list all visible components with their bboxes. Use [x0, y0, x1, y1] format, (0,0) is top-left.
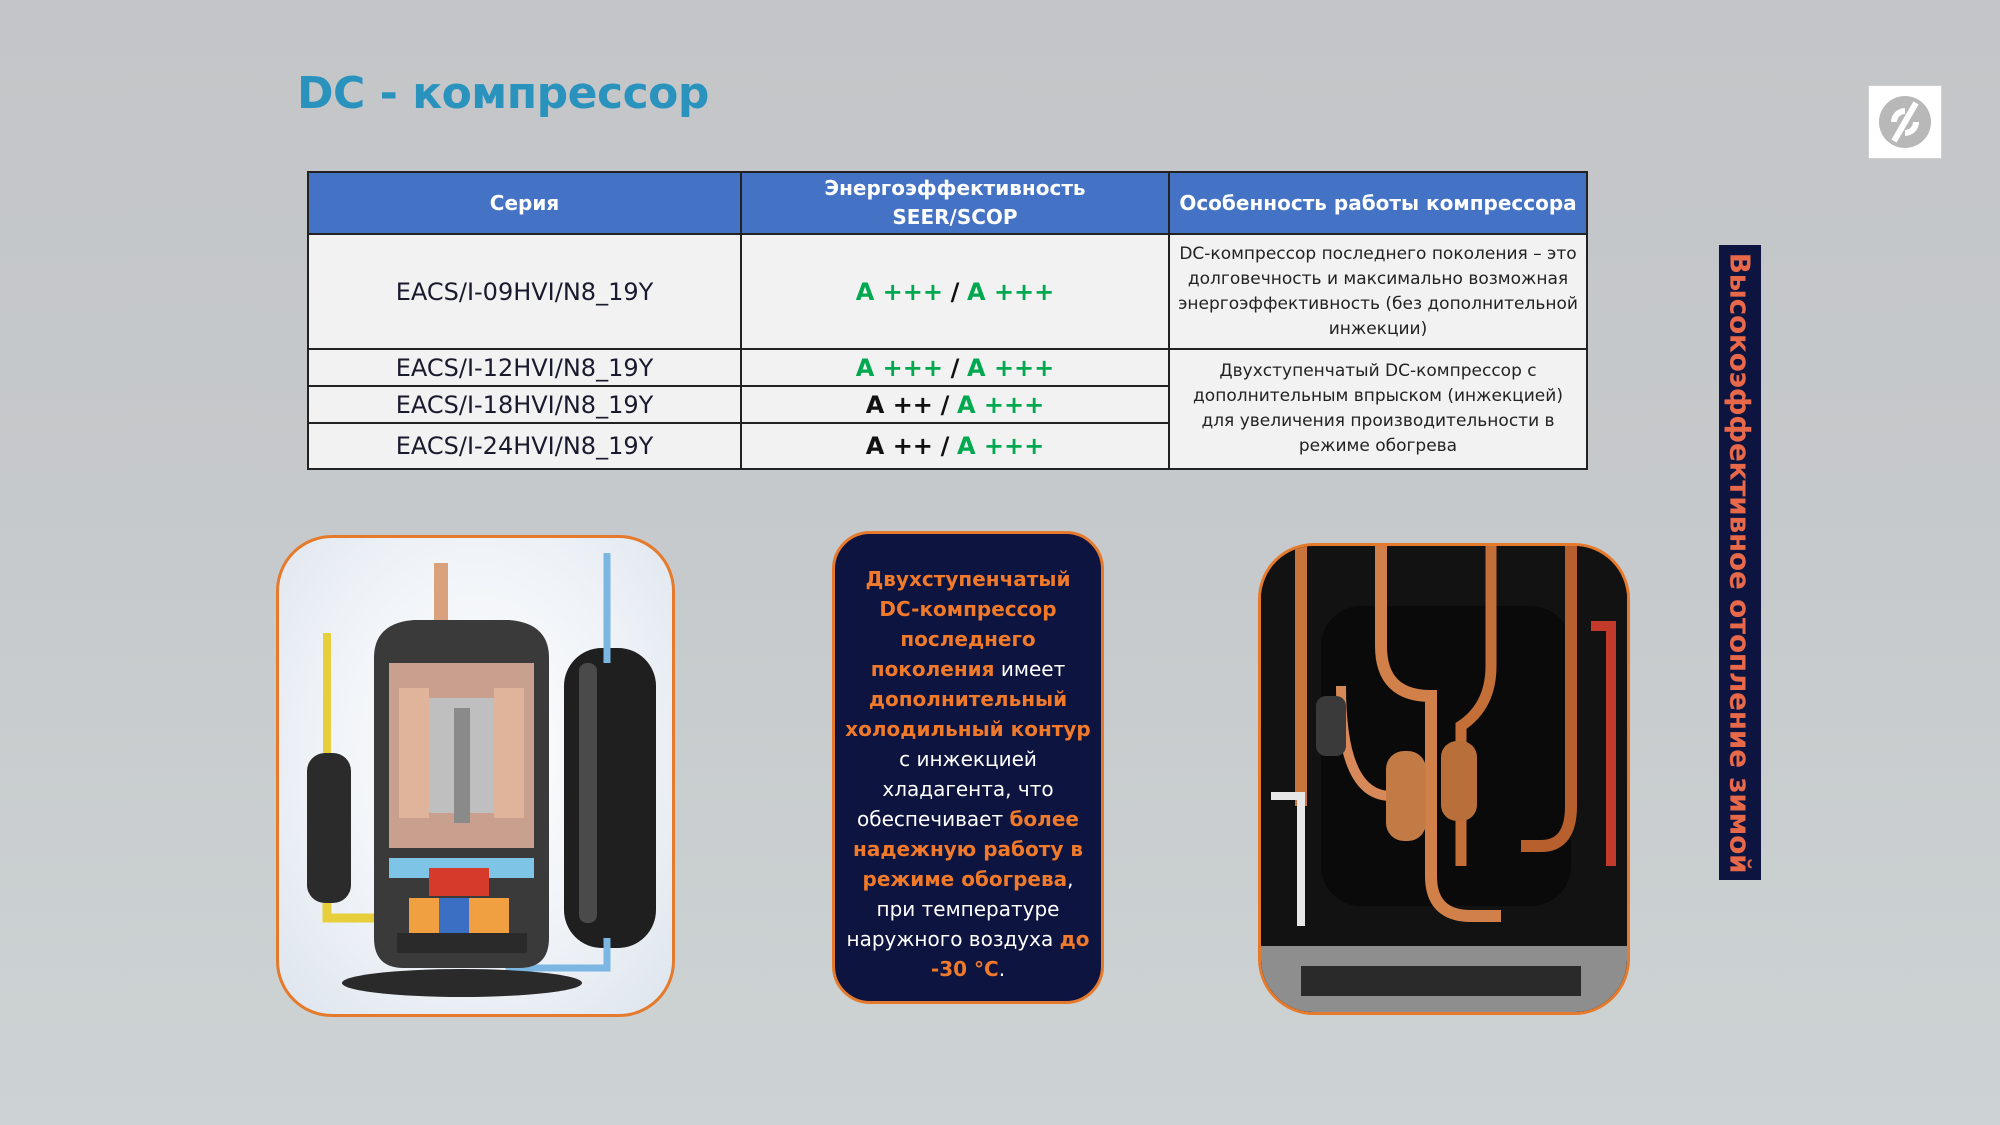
note-text: имеет: [1000, 657, 1066, 681]
separator: /: [940, 432, 950, 460]
scop-value: A +++: [967, 277, 1055, 306]
scop-value: A +++: [956, 432, 1045, 460]
note-text: с инжекцией хладагента, что обеспечивает: [857, 747, 1054, 831]
feature-cell: Двухступенчатый DC-компрессор с дополнительным впрыском (инжекцией) для увеличения производительности в режиме обогрева: [1169, 349, 1587, 469]
side-banner-text: Высокоэффективное отопление зимой: [1723, 252, 1757, 873]
header-series: Серия: [308, 172, 741, 234]
header-feature: Особенность работы компрессора: [1169, 172, 1587, 234]
efficiency-cell: [741, 234, 1169, 349]
seer-value: A +++: [855, 353, 943, 382]
table-header-row: [308, 172, 1587, 234]
seer-value: A +++: [855, 277, 943, 306]
note-text: .: [998, 957, 1006, 981]
efficiency-cell: [741, 423, 1169, 469]
electrolux-logo-icon: [1868, 85, 1942, 159]
efficiency-cell: [741, 386, 1169, 423]
separator: /: [950, 353, 960, 382]
efficiency-cell: [741, 349, 1169, 386]
header-efficiency: [741, 172, 1169, 234]
table-row: [308, 349, 1587, 386]
series-cell: EACS/I-18HVI/N8_19Y: [308, 386, 741, 423]
note-highlight: Двухступенчатый DC-компрессор последнего поколения: [865, 567, 1071, 681]
header-seer-scop: SEER/SCOP: [892, 205, 1018, 229]
header-efficiency-label: Энергоэффективность: [824, 176, 1086, 200]
feature-cell: DC-компрессор последнего поколения – это долговечность и максимально возможная энергоэффективность (без дополнительной инжекции): [1169, 234, 1587, 349]
note-text: , при температуре наружного воздуха: [846, 867, 1074, 951]
note-highlight: более надежную работу в режиме обогрева: [853, 807, 1083, 891]
note-highlight: дополнительный холодильный контур: [845, 687, 1091, 741]
compressor-cutaway-image: [276, 535, 675, 1017]
seer-value: A ++: [865, 432, 933, 460]
series-cell: EACS/I-12HVI/N8_19Y: [308, 349, 741, 386]
description-note: [832, 531, 1104, 1004]
seer-value: A ++: [865, 390, 933, 419]
series-cell: EACS/I-09HVI/N8_19Y: [308, 234, 741, 349]
series-cell: EACS/I-24HVI/N8_19Y: [308, 423, 741, 469]
table-row: [308, 234, 1587, 349]
scop-value: A +++: [967, 353, 1055, 382]
page-title: DC - компрессор: [297, 68, 709, 119]
side-banner: [1719, 245, 1761, 880]
scop-value: A +++: [956, 390, 1045, 419]
note-highlight: до -30 °С: [930, 927, 1090, 981]
spec-table: [307, 171, 1588, 470]
separator: /: [940, 390, 950, 419]
compressor-photo: [1258, 543, 1630, 1015]
separator: /: [950, 277, 960, 306]
